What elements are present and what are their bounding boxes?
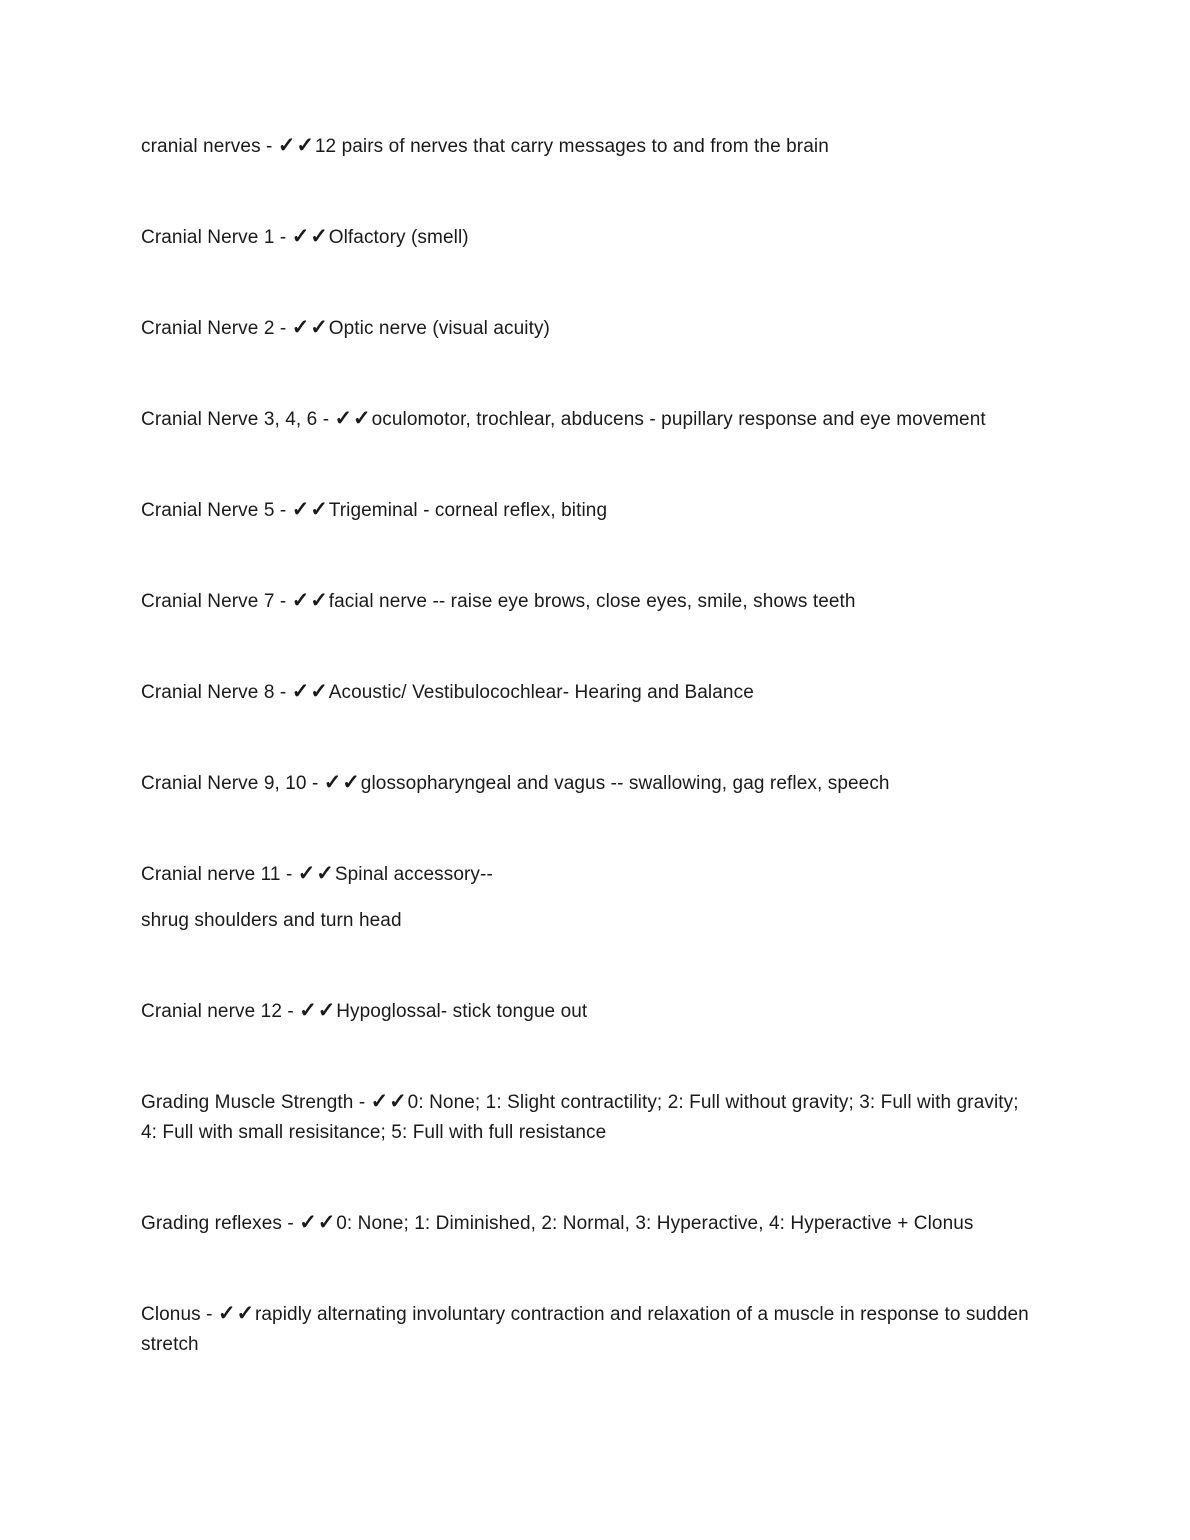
double-checkmark-icon: ✓✓ xyxy=(291,225,329,248)
text-line: Cranial Nerve 5 - ✓✓Trigeminal - corneal reflex, biting xyxy=(141,498,608,521)
double-checkmark-icon: ✓✓ xyxy=(291,680,329,703)
text-line: cranial nerves - ✓✓12 pairs of nerves that carry messages to and from the brain xyxy=(141,134,829,157)
double-checkmark-icon: ✓✓ xyxy=(334,407,372,430)
double-checkmark-icon: ✓✓ xyxy=(299,1211,337,1234)
text-line: Clonus - ✓✓rapidly alternating involuntary contraction and relaxation of a muscle in response to sudden xyxy=(141,1302,1029,1325)
double-checkmark-icon: ✓✓ xyxy=(297,862,335,885)
text-line: Cranial Nerve 7 - ✓✓facial nerve -- raise eye brows, close eyes, smile, shows teeth xyxy=(141,589,856,612)
double-checkmark-icon: ✓✓ xyxy=(217,1302,255,1325)
double-checkmark-icon: ✓✓ xyxy=(291,589,329,612)
double-checkmark-icon: ✓✓ xyxy=(291,498,329,521)
double-checkmark-icon: ✓✓ xyxy=(277,134,315,157)
text-line: Cranial nerve 12 - ✓✓Hypoglossal- stick tongue out xyxy=(141,999,588,1022)
text-line: 4: Full with small resisitance; 5: Full with full resistance xyxy=(141,1122,607,1143)
text-line: shrug shoulders and turn head xyxy=(141,910,402,931)
text-line: Cranial Nerve 8 - ✓✓Acoustic/ Vestibulocochlear- Hearing and Balance xyxy=(141,680,754,703)
double-checkmark-icon: ✓✓ xyxy=(291,316,329,339)
text-line: Cranial Nerve 1 - ✓✓Olfactory (smell) xyxy=(141,225,469,248)
text-line: Grading Muscle Strength - ✓✓0: None; 1: Slight contractility; 2: Full without gravity; 3: Full with gravity; xyxy=(141,1090,1019,1113)
double-checkmark-icon: ✓✓ xyxy=(299,999,337,1022)
text-line: Cranial nerve 11 - ✓✓Spinal accessory-- xyxy=(141,862,493,885)
text-line: stretch xyxy=(141,1334,199,1355)
double-checkmark-icon: ✓✓ xyxy=(323,771,361,794)
double-checkmark-icon: ✓✓ xyxy=(370,1090,408,1113)
text-line: Cranial Nerve 9, 10 - ✓✓glossopharyngeal and vagus -- swallowing, gag reflex, speech xyxy=(141,771,890,794)
text-line: Cranial Nerve 3, 4, 6 - ✓✓oculomotor, trochlear, abducens - pupillary response and eye movement xyxy=(141,407,986,430)
text-line: Cranial Nerve 2 - ✓✓Optic nerve (visual acuity) xyxy=(141,316,550,339)
text-line: Grading reflexes - ✓✓0: None; 1: Diminished, 2: Normal, 3: Hyperactive, 4: Hyperactive + Clonus xyxy=(141,1211,974,1234)
